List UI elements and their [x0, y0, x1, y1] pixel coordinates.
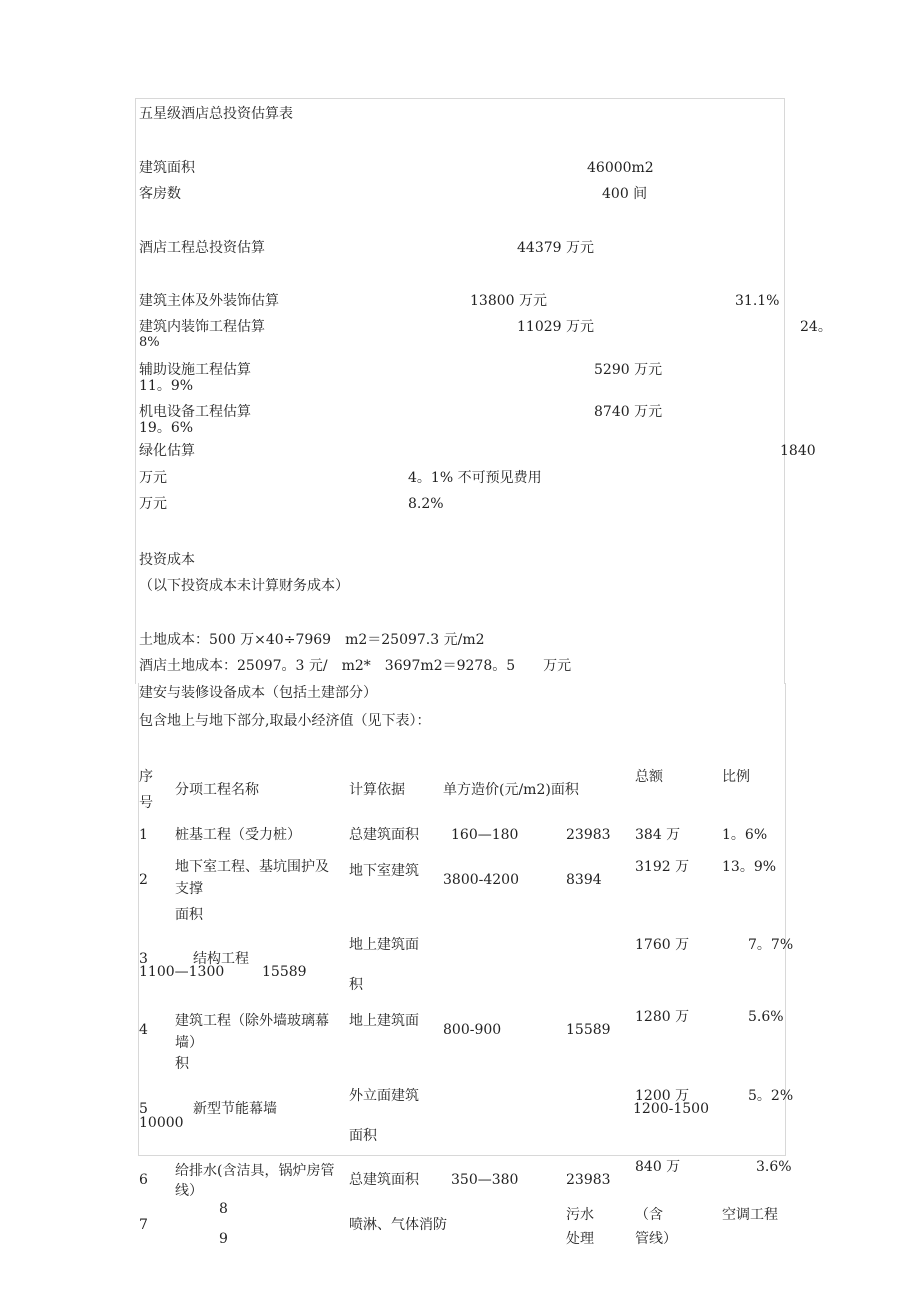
item-mep-label: 机电设备工程估算	[139, 404, 251, 420]
item-structure-amount: 13800 万元	[470, 293, 547, 309]
row5-seq: 5	[139, 1101, 148, 1117]
row2-price: 3800-4200	[443, 872, 519, 888]
row4-name-c: 积	[175, 1056, 189, 1072]
row3-seq: 3	[139, 951, 148, 967]
row3-area: 15589	[262, 964, 307, 980]
row2-basis: 地下室建筑	[349, 863, 419, 879]
document-title: 五星级酒店总投资估算表	[139, 106, 293, 122]
total-investment-value: 44379 万元	[517, 240, 594, 256]
row4-name-a: 建筑工程（除外墙玻璃幕	[175, 1013, 329, 1029]
hotel-land-cost-line: 酒店土地成本：25097。3 元/ m2* 3697m2＝9278。5 万元	[139, 658, 572, 674]
row1-ratio: 1。6%	[722, 827, 768, 843]
th-seq-b: 号	[139, 795, 153, 811]
th-ratio: 比例	[722, 769, 750, 785]
row6-seq: 6	[139, 1172, 148, 1188]
th-seq-a: 序	[139, 769, 153, 785]
row4-price: 800-900	[443, 1022, 502, 1038]
row6-basis: 总建筑面积	[349, 1172, 419, 1188]
row3-total: 1760 万	[635, 937, 690, 953]
item-interior-amount: 11029 万元	[517, 319, 594, 335]
row6-total: 840 万	[635, 1159, 681, 1175]
row2-ratio: 13。9%	[722, 859, 777, 875]
total-investment-label: 酒店工程总投资估算	[139, 240, 265, 256]
unforeseen-pct: 8.2%	[408, 496, 444, 512]
row7-sub-8: 8	[219, 1201, 228, 1217]
row7-area-a: 污水	[566, 1207, 594, 1223]
content-frame-bottom	[138, 683, 786, 1156]
th-total: 总额	[635, 769, 663, 785]
row4-area: 15589	[566, 1022, 611, 1038]
item-interior-label: 建筑内装饰工程估算	[139, 319, 265, 335]
row7-basis: 喷淋、气体消防	[349, 1217, 447, 1233]
th-name: 分项工程名称	[175, 782, 259, 798]
item-interior-pct-a: 24。	[800, 319, 832, 335]
item-auxiliary-amount: 5290 万元	[594, 362, 663, 378]
row7-sub-9: 9	[219, 1231, 228, 1247]
row4-name-b: 墙）	[175, 1035, 203, 1051]
row5-area: 10000	[139, 1115, 184, 1131]
row7-total-a: （含	[635, 1207, 663, 1223]
row4-total: 1280 万	[635, 1009, 690, 1025]
row1-basis: 总建筑面积	[349, 827, 419, 843]
building-area-label: 建筑面积	[139, 160, 195, 176]
row1-total: 384 万	[635, 827, 681, 843]
item-auxiliary-label: 辅助设施工程估算	[139, 362, 251, 378]
row6-area: 23983	[566, 1172, 611, 1188]
row5-name: 新型节能幕墙	[193, 1101, 277, 1117]
row3-basis-b: 积	[349, 977, 363, 993]
construction-note: 包含地上与地下部分,取最小经济值（见下表）：	[139, 713, 431, 729]
construction-heading: 建安与装修设备成本（包括土建部分）	[139, 685, 377, 701]
rooms-value: 400 间	[602, 186, 648, 202]
row7-seq: 7	[139, 1217, 148, 1233]
invest-cost-heading: 投资成本	[139, 552, 195, 568]
land-cost-line: 土地成本：500 万×40÷7969 m2＝25097.3 元/m2	[139, 632, 485, 648]
item-mep-pct: 19。6%	[139, 420, 194, 436]
row7-ratio: 空调工程	[722, 1207, 778, 1223]
row2-seq: 2	[139, 872, 148, 888]
row7-total-b: 管线）	[635, 1231, 677, 1247]
row3-name: 结构工程	[193, 951, 249, 967]
row1-price: 160—180	[451, 827, 519, 843]
content-frame-top	[135, 98, 785, 684]
item-structure-pct: 31.1%	[735, 293, 780, 309]
row2-total: 3192 万	[635, 859, 690, 875]
row7-area-b: 处理	[566, 1231, 594, 1247]
row1-area: 23983	[566, 827, 611, 843]
row5-basis-a: 外立面建筑	[349, 1088, 419, 1104]
row3-price: 1100—1300	[139, 964, 225, 980]
invest-cost-note: （以下投资成本未计算财务成本）	[139, 578, 349, 594]
item-structure-label: 建筑主体及外装饰估算	[139, 293, 279, 309]
row6-price: 350—380	[451, 1172, 519, 1188]
greening-value: 1840	[780, 443, 816, 459]
row3-ratio: 7。7%	[748, 937, 794, 953]
row1-name: 桩基工程（受力桩）	[175, 827, 301, 843]
greening-unit: 万元	[139, 470, 167, 486]
th-basis: 计算依据	[349, 782, 405, 798]
greening-pct-unforeseen: 4。1% 不可预见费用	[408, 470, 542, 486]
row4-basis: 地上建筑面	[349, 1013, 419, 1029]
row5-price: 1200-1500	[633, 1101, 709, 1117]
row2-name-a: 地下室工程、基坑围护及	[175, 859, 329, 875]
row3-basis-a: 地上建筑面	[349, 937, 419, 953]
rooms-label: 客房数	[139, 186, 181, 202]
row4-seq: 4	[139, 1022, 148, 1038]
row6-ratio: 3.6%	[756, 1159, 792, 1175]
unforeseen-unit: 万元	[139, 496, 167, 512]
row4-ratio: 5.6%	[748, 1009, 784, 1025]
row5-total: 1200 万	[635, 1088, 690, 1104]
item-auxiliary-pct: 11。9%	[139, 378, 194, 394]
row5-basis-b: 面积	[349, 1128, 377, 1144]
row2-name-b: 支撑	[175, 881, 203, 897]
row6-name-b: 线）	[175, 1183, 203, 1199]
row2-name-c: 面积	[175, 907, 203, 923]
row1-seq: 1	[139, 827, 148, 843]
row6-name-a: 给排水(含洁具，锅炉房管	[175, 1163, 335, 1179]
row2-area: 8394	[566, 872, 602, 888]
item-mep-amount: 8740 万元	[594, 404, 663, 420]
row5-ratio: 5。2%	[748, 1088, 794, 1104]
item-interior-pct-b: 8%	[139, 335, 160, 350]
th-unit-price-area: 单方造价(元/m2)面积	[443, 782, 579, 798]
greening-label: 绿化估算	[139, 443, 195, 459]
building-area-value: 46000m2	[587, 160, 654, 176]
